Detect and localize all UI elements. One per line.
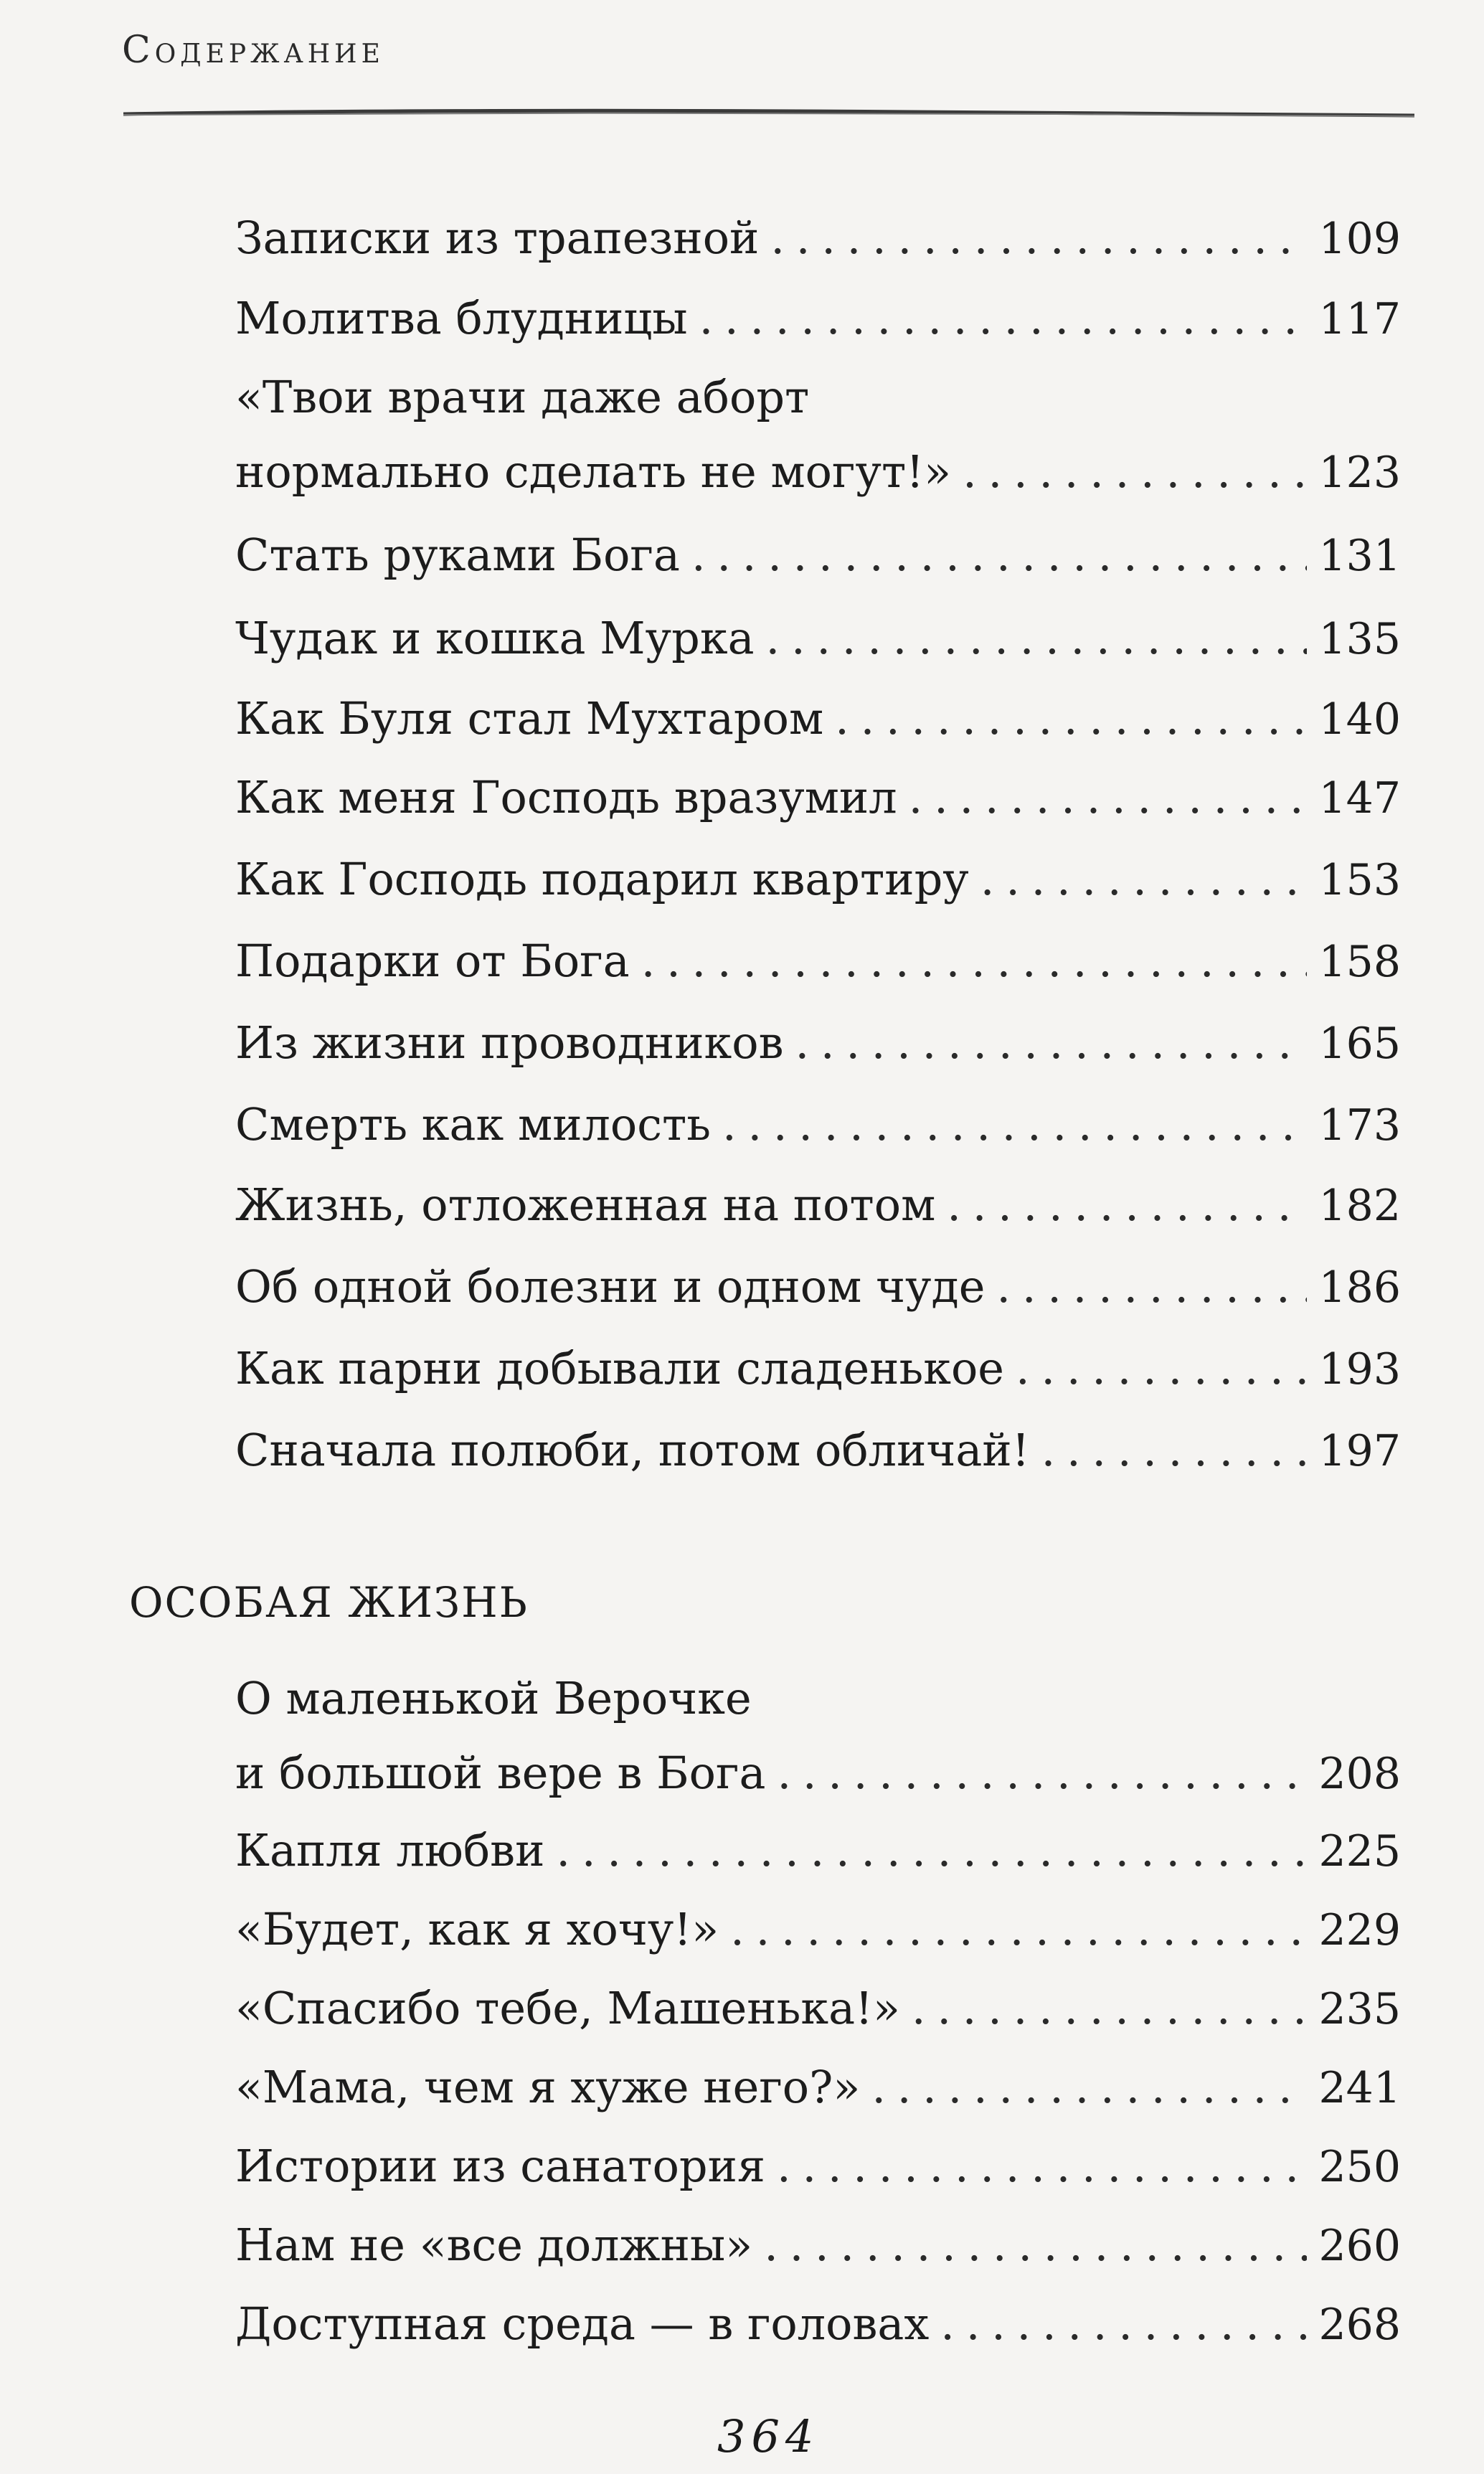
toc-entry <box>235 1661 1401 1811</box>
toc-entry <box>235 1413 1401 1488</box>
toc-entry-page: 123 <box>1318 448 1401 498</box>
toc-entry <box>235 2050 1401 2125</box>
toc-entry-title: Капля любви <box>235 1824 545 1876</box>
leader-dots <box>730 1892 1307 1967</box>
toc-entry-page: 268 <box>1318 2300 1401 2350</box>
toc-entry <box>235 518 1401 593</box>
toc-entry-title: Молитва блудницы <box>235 292 688 344</box>
toc-entry-title: Об одной болезни и одном чуде <box>235 1260 986 1313</box>
leader-dots <box>835 681 1307 756</box>
leader-dots <box>1041 1413 1308 1488</box>
toc-entry-title: «Спасибо тебе, Машенька!» <box>235 1982 900 2034</box>
leader-dots <box>940 2287 1307 2361</box>
toc-entry-title: и большой вере в Бога <box>235 1747 766 1799</box>
toc-entry-title: Как меня Господь вразумил <box>235 771 897 823</box>
toc-entry-title: Подарки от Бога <box>235 935 630 987</box>
toc-entry-title: Записки из трапезной <box>235 212 760 264</box>
leader-dots <box>980 842 1308 917</box>
leader-dots <box>996 1250 1307 1324</box>
toc-entry-title-line1: О маленькой Верочке <box>235 1672 752 1724</box>
page-number: 364 <box>717 2410 820 2463</box>
toc-entry-page: 140 <box>1318 694 1401 745</box>
leader-dots <box>699 281 1308 356</box>
leader-dots <box>912 1971 1308 2046</box>
toc-entry-page: 165 <box>1318 1019 1401 1069</box>
toc-entry <box>235 760 1401 836</box>
toc-entry <box>235 842 1401 917</box>
leader-dots <box>556 1813 1307 1888</box>
toc-entry-title: Доступная среда — в головах <box>235 2298 930 2350</box>
toc-entry <box>235 281 1401 357</box>
toc-entry-title: Нам не «все должны» <box>235 2219 753 2271</box>
leader-dots <box>963 435 1307 509</box>
toc-entry <box>235 1006 1401 1081</box>
toc-entry <box>235 1892 1401 1968</box>
toc-entry-page: 193 <box>1318 1344 1401 1394</box>
toc-entry-page: 241 <box>1318 2063 1401 2113</box>
leader-dots <box>641 924 1308 998</box>
toc-entry-page: 197 <box>1318 1426 1401 1476</box>
toc-entry-page: 208 <box>1318 1749 1401 1799</box>
toc-entry <box>235 1087 1401 1163</box>
leader-dots <box>1016 1331 1307 1406</box>
toc-entry-page: 147 <box>1318 773 1401 823</box>
toc-entry-page: 153 <box>1318 855 1401 905</box>
toc-entry-title: Чудак и кошка Мурка <box>235 612 755 664</box>
toc-entry <box>235 1971 1401 2046</box>
toc-entry-title: Истории из санатория <box>235 2140 766 2192</box>
toc-entry <box>235 2129 1401 2204</box>
leader-dots <box>770 201 1307 275</box>
toc-entry <box>235 201 1401 276</box>
toc-entry <box>235 1813 1401 1889</box>
toc-entry-page: 186 <box>1318 1262 1401 1313</box>
leader-dots <box>764 2208 1307 2282</box>
toc-entry-page: 131 <box>1318 531 1401 581</box>
toc-entry-page: 225 <box>1318 1826 1401 1876</box>
leader-dots <box>871 2050 1307 2125</box>
toc-entry-title: «Мама, чем я хуже него?» <box>235 2061 861 2113</box>
leader-dots <box>691 518 1308 592</box>
section-heading: ОСОБАЯ ЖИЗНЬ <box>129 1578 529 1627</box>
toc-entry-title: Смерть как милость <box>235 1098 712 1151</box>
leader-dots <box>766 601 1308 676</box>
toc-entry-page: 135 <box>1318 614 1401 664</box>
toc-entry <box>235 601 1401 676</box>
toc-entry <box>235 1168 1401 1243</box>
toc-entry <box>235 360 1401 510</box>
leader-dots <box>777 2129 1307 2204</box>
running-header: Содержание <box>122 29 384 72</box>
toc-entry-title: Как парни добывали сладенькое <box>235 1342 1004 1394</box>
toc-entry-page: 158 <box>1318 937 1401 987</box>
toc-entry-title: Жизнь, отложенная на потом <box>235 1179 936 1231</box>
toc-entry <box>235 1250 1401 1325</box>
toc-entry-title-line1: «Твои врачи даже аборт <box>235 371 810 423</box>
toc-entry-page: 229 <box>1318 1905 1401 1955</box>
toc-entry-title: Из жизни проводников <box>235 1016 784 1069</box>
toc-entry <box>235 1331 1401 1407</box>
toc-entry-page: 173 <box>1318 1100 1401 1151</box>
toc-entry-page: 250 <box>1318 2142 1401 2192</box>
leader-dots <box>947 1168 1307 1242</box>
toc-entry-page: 235 <box>1318 1984 1401 2034</box>
toc-entry-page: 260 <box>1318 2221 1401 2271</box>
toc-entry-page: 117 <box>1318 294 1401 344</box>
toc-entry <box>235 924 1401 999</box>
toc-entry-title: Как Буля стал Мухтаром <box>235 692 824 745</box>
leader-dots <box>795 1006 1308 1080</box>
toc-entry-title: «Будет, как я хочу!» <box>235 1903 719 1955</box>
leader-dots <box>909 760 1308 835</box>
leader-dots <box>777 1736 1307 1810</box>
toc-entry-title: нормально сделать не могут!» <box>235 445 952 498</box>
leader-dots <box>722 1087 1307 1162</box>
toc-entry <box>235 2287 1401 2362</box>
toc-entry <box>235 2208 1401 2283</box>
toc-entry-title: Сначала полюби, потом обличай! <box>235 1424 1030 1476</box>
toc-entry-title: Стать руками Бога <box>235 529 680 581</box>
header-rule <box>123 108 1414 118</box>
toc-entry-page: 182 <box>1318 1181 1401 1231</box>
toc-entry <box>235 681 1401 757</box>
toc-entry-title: Как Господь подарил квартиру <box>235 853 969 905</box>
toc-entry-page: 109 <box>1318 214 1401 264</box>
